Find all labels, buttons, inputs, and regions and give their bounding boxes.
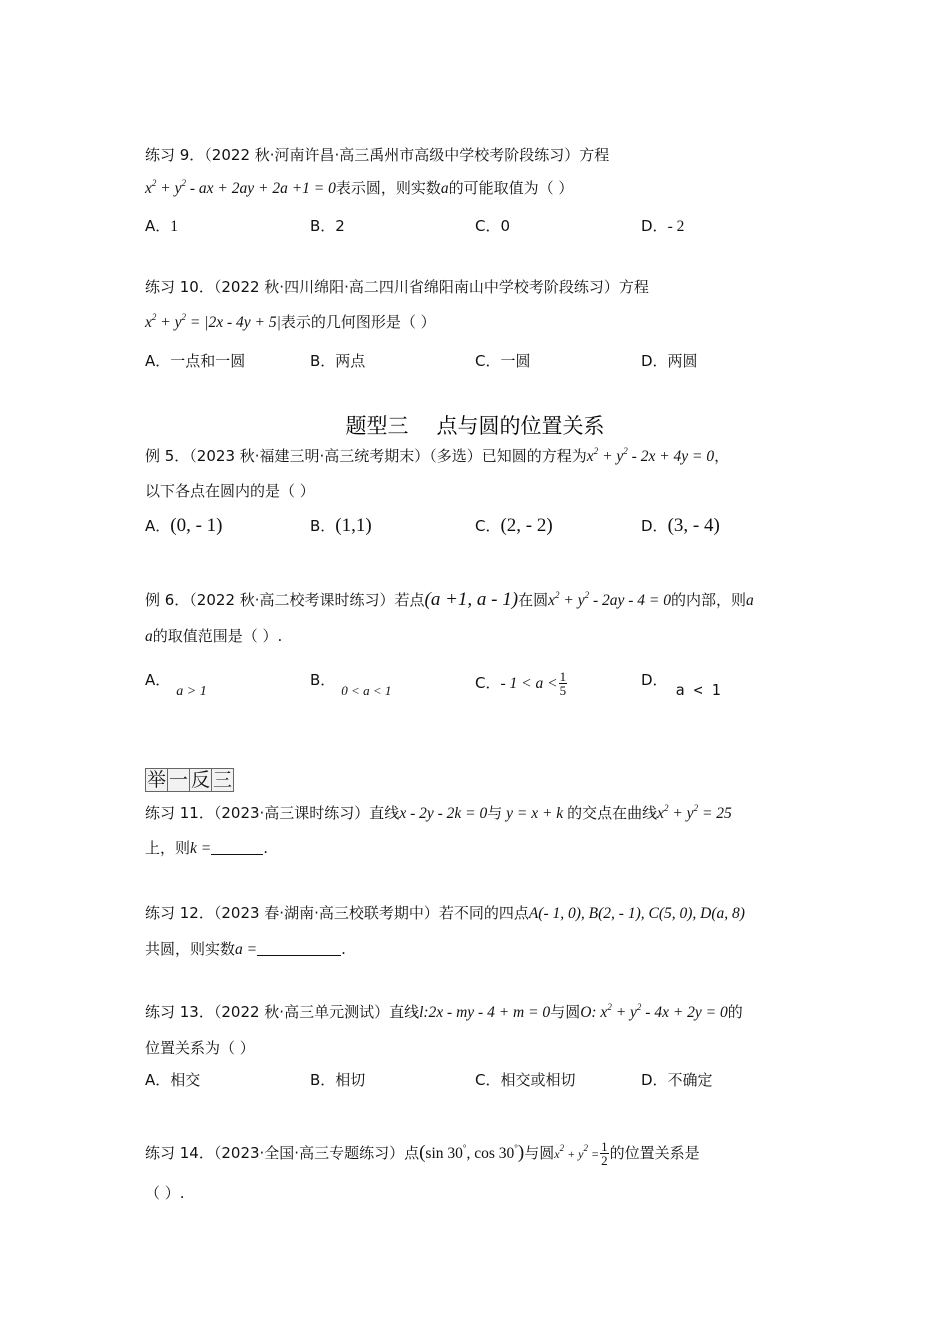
ex12-points: A(- 1, 0), B(2, - 1), C(5, 0), D(a, 8) — [528, 905, 745, 922]
e6-option-b[interactable]: B．0 < a < 1 — [310, 671, 392, 698]
ex11-line-equation: x - 2y - 2k = 0 — [399, 805, 488, 822]
ex10-stem-line1: 练习 10．（2022 秋·四川绵阳·高二四川省绵阳南山中学校考阶段练习）方程 — [145, 278, 649, 296]
practice-badge: 举 一 反 三 — [147, 769, 233, 791]
ex14-stem-line2: （ ）. — [145, 1184, 185, 1202]
ex10-option-d[interactable]: D．两圆 — [641, 352, 698, 370]
ex9-option-d[interactable]: D．- 2 — [641, 217, 685, 235]
e5-option-a[interactable]: A．(0, - 1) — [145, 515, 223, 536]
ex13-option-a[interactable]: A．相交 — [145, 1071, 201, 1089]
ex13-circle-equation: O: $x^2 + y^2 - 4x + 2y = 0$ — [580, 1002, 728, 1021]
ex14-point: (sin 30°, cos 30°) — [419, 1142, 525, 1163]
ex11-stem-line1: 练习 11．（2023·高三课时练习）直线x - 2y - 2k = 0与 y = x + k 的交点在曲线$x^2 + y^2 = 25$ — [145, 803, 732, 822]
ex13-option-c[interactable]: C．相交或相切 — [475, 1071, 576, 1089]
ex12-answer-blank[interactable] — [257, 941, 341, 956]
ex14-stem-line1: 练习 14．（2023·全国·高三专题练习）点(sin 30°, cos 30°)与圆$x^2 + y^2$ = $\frac{1}{2}$ 的位置关系是 — [145, 1139, 700, 1168]
e5-option-b[interactable]: B．(1,1) — [310, 515, 372, 536]
e6-point: (a +1, a - 1) — [424, 589, 519, 610]
e6-stem-line1: 例 6．（2022 秋·高二校考课时练习）若点(a +1, a - 1)在圆$x^2 + y^2 - 2ay - 4 = 0$的内部，则a — [145, 589, 754, 610]
e6-stem-line2: a的取值范围是（ ）. — [145, 627, 283, 645]
e6-option-a[interactable]: A．a > 1 — [145, 671, 207, 699]
ex10-option-b[interactable]: B．两点 — [310, 352, 366, 370]
ex9-option-a[interactable]: A．1 — [145, 217, 179, 235]
ex13-stem-line1: 练习 13．（2022 秋·高三单元测试）直线l:2x - my - 4 + m = 0与圆O: $x^2 + y^2 - 4x + 2y = 0$的 — [145, 1002, 743, 1021]
ex11-curve-equation: $x^2 + y^2 = 25$ — [657, 803, 732, 822]
ex13-line-equation: l:2x - my - 4 + m = 0 — [419, 1004, 551, 1021]
section-heading: 题型三 点与圆的位置关系 — [345, 414, 605, 438]
ex12-stem-line2: 共圆，则实数a = . — [145, 940, 346, 958]
e5-stem-line2: 以下各点在圆内的是（ ） — [145, 482, 315, 500]
e5-equation: $x^2 + y^2 - 2x + 4y = 0$ — [586, 446, 715, 465]
e5-stem-line1: 例 5．（2023 秋·福建三明·高三统考期末）（多选）已知圆的方程为$x^2 + y^2 - 2x + 4y = 0$， — [145, 446, 730, 465]
ex9-stem-line1: 练习 9．（2022 秋·河南许昌·高三禹州市高级中学校考阶段练习）方程 — [145, 146, 610, 164]
ex14-fraction: $\frac{1}{2}$ — [601, 1139, 608, 1168]
ex10-equation: $x^2 + y^2 = |2x - 4y + 5|$ — [145, 312, 281, 331]
ex9-equation: $x^2 + y^2$ - ax + 2ay + 2a +1 = 0 — [145, 178, 336, 197]
ex9-stem-line2: $x^2 + y^2$ - ax + 2ay + 2a +1 = 0表示圆，则实数a的可能取值为（ ） — [145, 178, 574, 197]
ex11-stem-line2: 上，则k = . — [145, 839, 269, 857]
e6-option-d[interactable]: D．a < 1 — [641, 671, 721, 699]
ex13-stem-line2: 位置关系为（ ） — [145, 1039, 255, 1057]
ex10-option-c[interactable]: C．一圆 — [475, 352, 531, 370]
e6-option-c-fraction: $\frac{1}{5}$ — [559, 669, 567, 698]
e5-option-c[interactable]: C．(2, - 2) — [475, 515, 553, 536]
ex10-stem-line2: $x^2 + y^2 = |2x - 4y + 5|$表示的几何图形是（ ） — [145, 312, 436, 331]
e6-option-c[interactable]: C．- 1 < a < $\frac{1}{5}$ — [475, 669, 567, 698]
ex13-option-d[interactable]: D．不确定 — [641, 1071, 713, 1089]
ex14-circle-equation: $x^2 + y^2$ = — [554, 1143, 600, 1161]
ex9-option-c[interactable]: C．0 — [475, 217, 511, 235]
ex10-option-a[interactable]: A．一点和一圆 — [145, 352, 246, 370]
ex11-answer-blank[interactable] — [211, 840, 263, 855]
ex12-stem-line1: 练习 12．（2023 春·湖南·高三校联考期中）若不同的四点A(- 1, 0), B(2, - 1), C(5, 0), D(a, 8) — [145, 904, 745, 922]
ex11-line2-equation: y = x + k — [502, 805, 568, 822]
ex9-option-b[interactable]: B．2 — [310, 217, 345, 235]
e5-option-d[interactable]: D．(3, - 4) — [641, 515, 720, 536]
e6-equation: $x^2 + y^2 - 2ay - 4 = 0$ — [548, 590, 672, 609]
ex13-option-b[interactable]: B．相切 — [310, 1071, 366, 1089]
